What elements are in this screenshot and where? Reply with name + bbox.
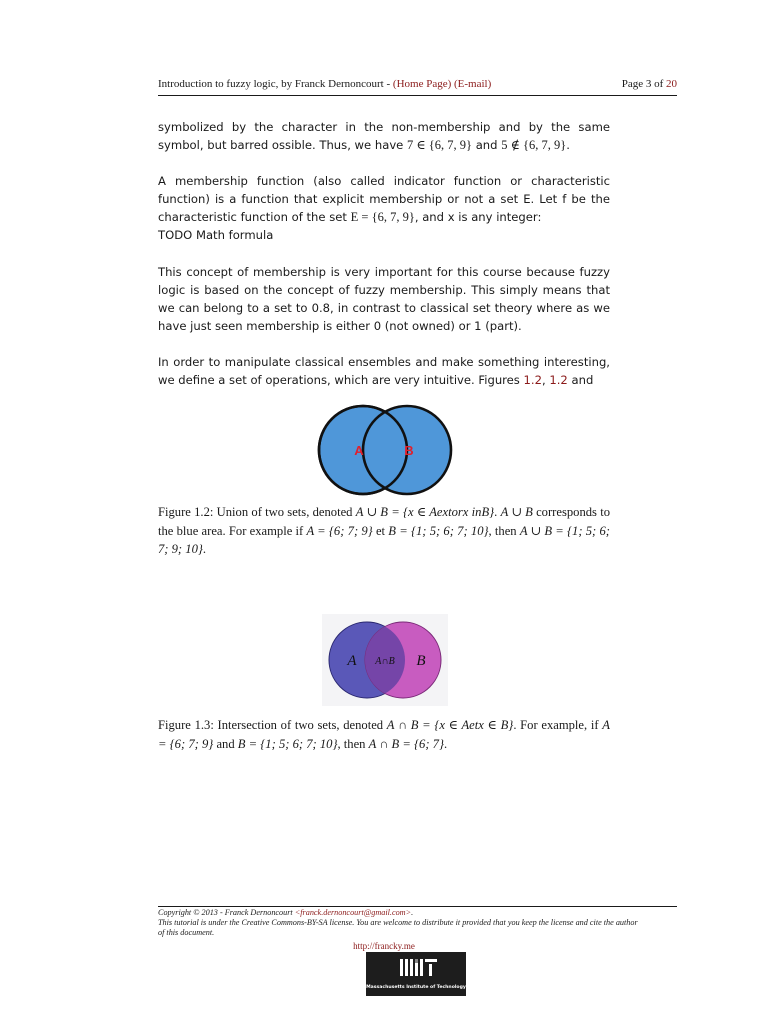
- p1-text-b: and: [472, 138, 502, 152]
- email-link[interactable]: (E-mail): [454, 78, 492, 90]
- footer-url-link[interactable]: http://francky.me: [353, 941, 415, 951]
- intersection-label-ab: A∩B: [375, 656, 395, 667]
- footer-url-line: [0, 941, 768, 951]
- union-label-a: A: [354, 443, 364, 458]
- mit-logo: [366, 952, 466, 996]
- footer-license: This tutorial is under the Creative Commons-BY-SA license. You are welcome to distribute it provided that you keep the license and cite the author of this document.: [158, 918, 638, 937]
- p1-math-2: 5 ∉ {6, 7, 9}: [501, 138, 567, 152]
- intersection-label-b: B: [416, 653, 426, 669]
- fig12-m2: A ∪ B: [500, 505, 533, 519]
- page-number-prefix: Page 3 of: [621, 78, 666, 90]
- fig12-t4: et: [372, 523, 389, 538]
- fig12-t2: .: [494, 505, 501, 519]
- header-title: [158, 78, 491, 90]
- mit-logo-caption: Massachusetts Institute of Technology: [366, 985, 466, 990]
- fig13-t2: . For example, if: [513, 718, 603, 732]
- p4-sep: ,: [541, 373, 550, 387]
- footer-copyright: [158, 908, 638, 938]
- fig12-t5: , then: [488, 523, 520, 538]
- p1-text-c: .: [566, 138, 570, 152]
- p2-text-b: , and x is any integer:: [414, 210, 542, 224]
- mit-logo-icon: [366, 952, 466, 996]
- fig12-m1: A ∪ B = {x ∈ Aextorx inB}: [355, 505, 495, 519]
- p1-math-1: 7 ∈ {6, 7, 9}: [407, 138, 473, 152]
- footer-email-link[interactable]: <franck.dernoncourt@gmail.com>: [294, 908, 412, 917]
- fig12-lead: Figure 1.2:: [158, 505, 214, 519]
- p2-math-1: E = {6, 7, 9}: [350, 210, 415, 224]
- p2-text-a: A membership function (also called indicator function or characteristic function) is a function that explicit membership or not a set E. Let f be the characteristic function of the set: [158, 174, 610, 224]
- union-label-b: B: [404, 443, 414, 458]
- footer-copyright-suffix: .: [411, 908, 414, 917]
- page-total-link[interactable]: 20: [666, 78, 677, 90]
- fig12-t6: .: [202, 542, 207, 556]
- fig13-t4: , then: [337, 736, 369, 751]
- home-page-link[interactable]: (Home Page): [392, 78, 452, 90]
- intersection-venn-diagram: [322, 614, 448, 706]
- figure-1-2-caption: [158, 503, 610, 559]
- fig13-t1: Intersection of two sets, denoted: [213, 718, 387, 732]
- paragraph-3: [158, 263, 610, 335]
- fig13-t5: .: [444, 736, 448, 751]
- footer-rule: [158, 906, 677, 907]
- header-prefix: Introduction to fuzzy logic, by Franck Dernoncourt -: [158, 78, 393, 90]
- figure-ref-link-2[interactable]: 1.2: [549, 373, 568, 387]
- fig12-m5: A ∪ B = {1; 5; 6; 7; 9; 10}: [158, 523, 610, 556]
- paragraph-2: [158, 172, 610, 244]
- fig13-t3: and: [213, 736, 238, 751]
- fig13-m4: A ∩ B = {6; 7}: [368, 736, 444, 751]
- figure-1-3-caption: [158, 716, 610, 753]
- page-header: [158, 78, 677, 96]
- paragraph-4: [158, 353, 610, 389]
- page-number: [622, 78, 677, 90]
- fig12-m3: A = {6; 7; 9}: [306, 523, 373, 538]
- figure-ref-link-1[interactable]: 1.2: [523, 373, 542, 387]
- fig13-m3: B = {1; 5; 6; 7; 10}: [237, 736, 338, 751]
- p4-text-b: and: [567, 373, 594, 387]
- paragraph-1: [158, 118, 610, 154]
- p2-todo-line: TODO Math formula: [158, 228, 274, 242]
- fig13-m2: A = {6; 7; 9}: [158, 718, 610, 751]
- footer-copyright-prefix: Copyright © 2013 - Franck Dernoncourt: [158, 908, 295, 917]
- p3-text: This concept of membership is very important for this course because fuzzy logic is based on the concept of fuzzy membership. This simply means that we can belong to a set to 0.8, in contrast to classical set theory where as we have just seen membership is either 0 (not owned) or 1 (part).: [158, 265, 610, 333]
- fig12-t1: Union of two sets, denoted: [213, 505, 356, 519]
- fig12-m4: B = {1; 5; 6; 7; 10}: [388, 523, 489, 538]
- fig13-m1: A ∩ B = {x ∈ Aetx ∈ B}: [386, 718, 514, 732]
- p1-text-a: symbolized by the character in the non-membership and by the same symbol, but barred ossible. Thus, we have: [158, 120, 610, 152]
- intersection-label-a: A: [347, 653, 357, 669]
- union-venn-diagram: [316, 403, 454, 497]
- fig13-lead: Figure 1.3:: [158, 718, 214, 732]
- fig12-t3: corresponds to the blue area. For example if: [158, 505, 610, 538]
- p4-text-a: In order to manipulate classical ensembles and make something interesting, we define a set of operations, which are very intuitive. Figures: [158, 355, 610, 387]
